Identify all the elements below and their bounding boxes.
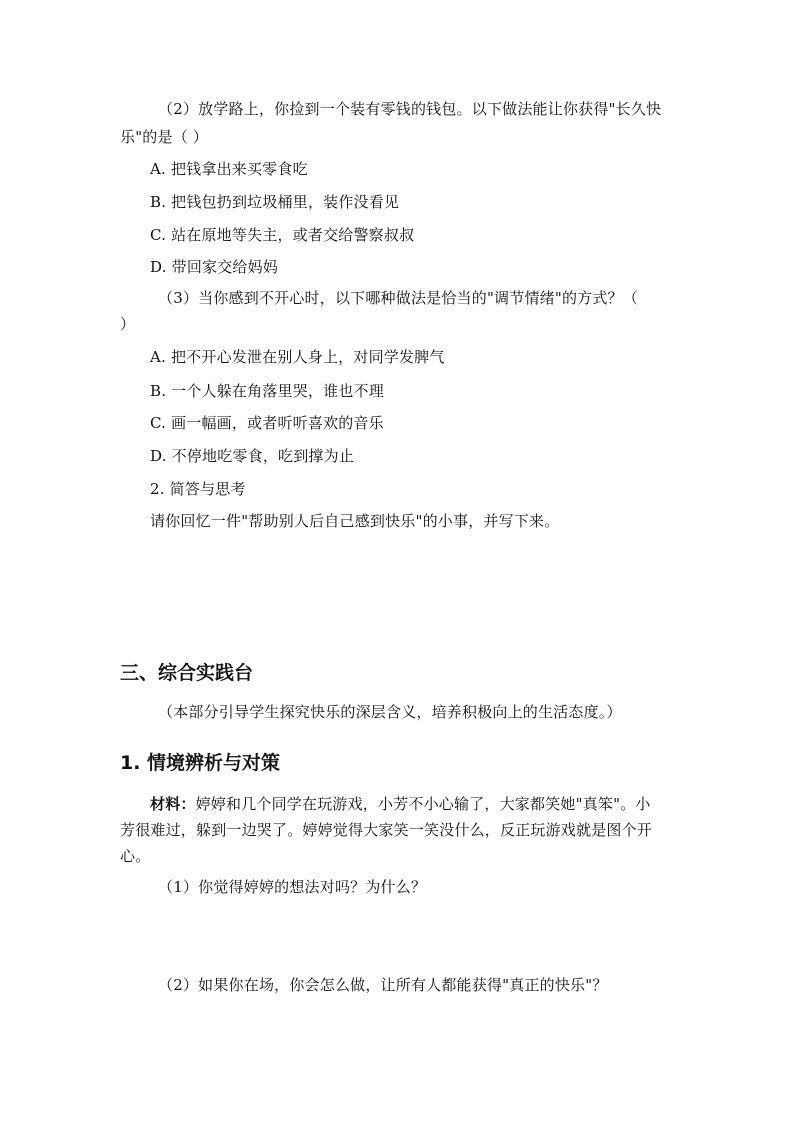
question-3-line-1: （3）当你感到不开心时，以下哪种做法是恰当的"调节情绪"的方式？（: [158, 289, 638, 307]
question-3-option-a: A. 把不开心发泄在别人身上，对同学发脾气: [150, 348, 445, 366]
subsection-1-heading: 1. 情境辨析与对策: [120, 752, 281, 774]
material-line-1: [150, 793, 651, 815]
section-3-heading: 三、综合实践台: [120, 662, 254, 684]
material-line-3: 心。: [120, 847, 151, 865]
question-3-option-c: C. 画一幅画，或者听听喜欢的音乐: [150, 414, 384, 432]
question-2-option-d: D. 带回家交给妈妈: [150, 258, 279, 276]
material-line-2: 芳很难过，躲到一边哭了。婷婷觉得大家笑一笑没什么，反正玩游戏就是图个开: [120, 821, 653, 839]
section-3-note: （本部分引导学生探究快乐的深层含义，培养积极向上的生活态度。）: [158, 703, 622, 721]
question-3-line-2: ）: [120, 315, 136, 333]
question-2-line-1: （2）放学路上，你捡到一个装有零钱的钱包。以下做法能让你获得"长久快: [158, 100, 662, 118]
question-2-option-c: C. 站在原地等失主，或者交给警察叔叔: [150, 226, 415, 244]
short-answer-title: 2. 简答与思考: [150, 480, 246, 498]
situation-question-1: （1）你觉得婷婷的想法对吗？为什么？: [158, 878, 427, 896]
question-2-option-b: B. 把钱包扔到垃圾桶里，装作没看见: [150, 193, 400, 211]
material-label: 材料：: [150, 795, 196, 813]
material-text-1: 婷婷和几个同学在玩游戏，小芳不小心输了，大家都笑她"真笨"。小: [195, 795, 651, 813]
question-3-option-d: D. 不停地吃零食，吃到撑为止: [150, 447, 355, 465]
situation-question-2: （2）如果你在场，你会怎么做，让所有人都能获得"真正的快乐"？: [158, 976, 608, 994]
question-2-line-2: 乐"的是（ ）: [120, 128, 209, 146]
question-3-option-b: B. 一个人躲在角落里哭，谁也不理: [150, 382, 384, 400]
question-2-option-a: A. 把钱拿出来买零食吃: [150, 160, 308, 178]
short-answer-prompt: 请你回忆一件"帮助别人后自己感到快乐"的小事，并写下来。: [150, 512, 560, 530]
